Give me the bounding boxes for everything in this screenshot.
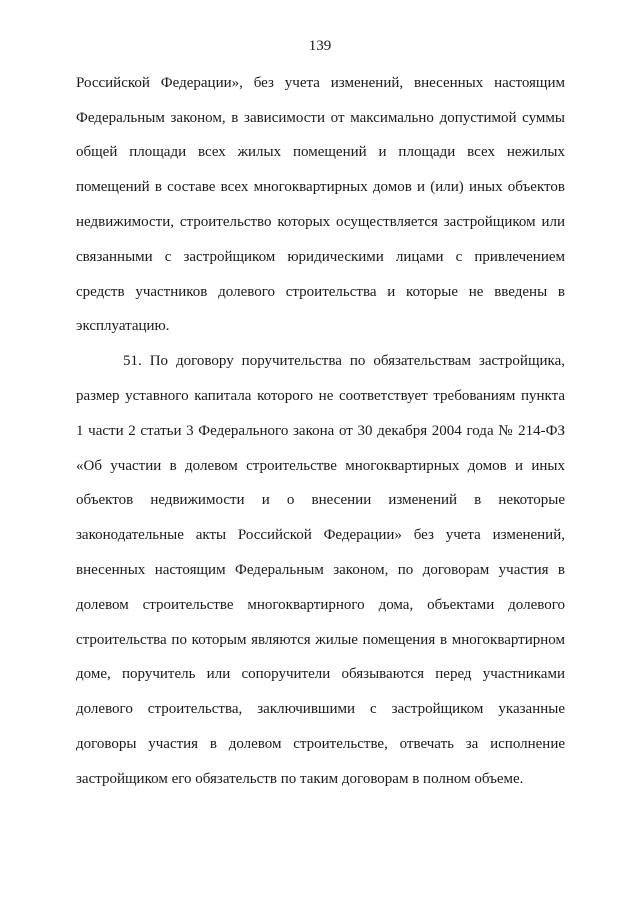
text-line: «Об участии в долевом строительстве многоквартирных домов и иных [76, 458, 565, 474]
text-line: размер уставного капитала которого не соответствует требованиям пункта [76, 388, 565, 404]
text-line: договоры участия в долевом строительстве, отвечать за исполнение [76, 736, 565, 752]
text-line: средств участников долевого строительства и которые не введены в [76, 284, 565, 300]
text-line: законодательные акты Российской Федерации» без учета изменений, [76, 527, 565, 543]
text-line: Федеральным законом, в зависимости от максимально допустимой суммы [76, 110, 565, 126]
text-line: помещений в составе всех многоквартирных домов и (или) иных объектов [76, 179, 565, 195]
text-line: строительства по которым являются жилые помещения в многоквартирном [76, 632, 565, 648]
text-line: общей площади всех жилых помещений и площади всех нежилых [76, 144, 565, 160]
text-line: эксплуатацию. [76, 318, 170, 334]
text-line: долевого строительства, заключившими с застройщиком указанные [76, 701, 565, 717]
page-number: 139 [308, 38, 332, 54]
text-line: недвижимости, строительство которых осуществляется застройщиком или [76, 214, 565, 230]
text-line: застройщиком его обязательств по таким договорам в полном объеме. [76, 771, 524, 787]
text-line: Российской Федерации», без учета изменений, внесенных настоящим [76, 75, 565, 91]
text-line: доме, поручитель или сопоручители обязываются перед участниками [76, 666, 565, 682]
text-line: 1 части 2 статьи 3 Федерального закона от 30 декабря 2004 года № 214-ФЗ [76, 423, 565, 439]
text-line: долевом строительстве многоквартирного дома, объектами долевого [76, 597, 565, 613]
text-line: связанными с застройщиком юридическими лицами с привлечением [76, 249, 565, 265]
text-line: 51. По договору поручительства по обязательствам застройщика, [123, 353, 565, 369]
text-line: внесенных настоящим Федеральным законом, по договорам участия в [76, 562, 565, 578]
text-line: объектов недвижимости и о внесении изменений в некоторые [76, 492, 565, 508]
